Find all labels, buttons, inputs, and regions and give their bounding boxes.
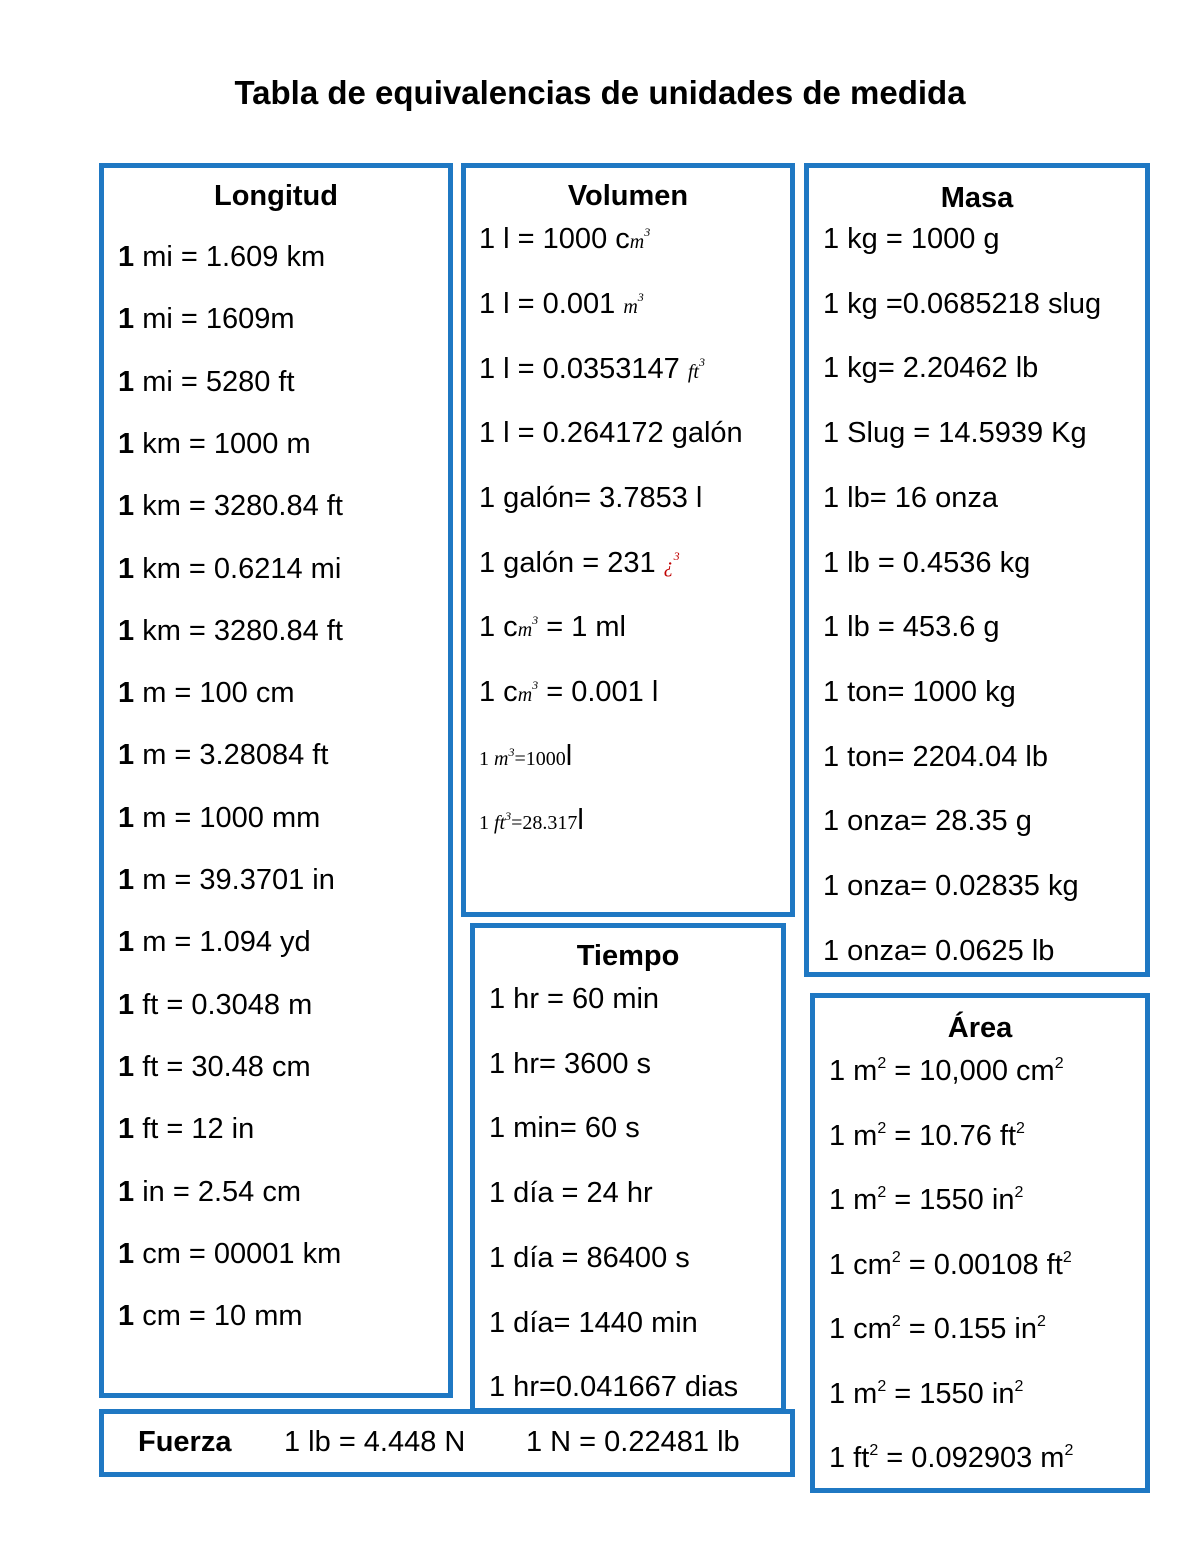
longitud-row (118, 492, 343, 521)
longitud-row (118, 1302, 303, 1331)
row-text: 1 m (829, 1119, 878, 1152)
row-number: 1 (118, 988, 135, 1021)
volumen-box (461, 163, 795, 917)
unit-symbol: $ft^3$ (687, 355, 705, 383)
row-text: m = 1.094 yd (134, 926, 311, 959)
row-text: km = 3280.84 ft (134, 490, 343, 523)
area-heading: Área (947, 1012, 1013, 1044)
fuerza-eq-n-lb: 1 N = 0.22481 lb (526, 1426, 740, 1458)
exponent: 2 (869, 1442, 879, 1459)
volumen-row (479, 678, 658, 707)
exponent: 3 (532, 678, 539, 692)
row-text: 1 l = 0.0353147 (479, 353, 688, 385)
equation (479, 745, 566, 770)
longitud-row (118, 1115, 254, 1144)
row-text: = 0.001 l (538, 676, 659, 708)
row-text: cm = 10 mm (134, 1300, 303, 1333)
row-number: 1 (118, 552, 135, 585)
row-text: km = 0.6214 mi (134, 552, 342, 585)
row-text: 1 l = 0.264172 galón (479, 417, 743, 449)
row-text: = 1 ml (538, 611, 626, 643)
row-number: 1 (118, 427, 135, 460)
masa-row: 1 onza= 0.0625 lb (823, 934, 1055, 967)
row-number: 1 (118, 677, 135, 710)
volumen-row (479, 355, 705, 384)
longitud-heading: Longitud (213, 180, 338, 212)
row-text: 1 cm (829, 1248, 892, 1281)
row-text: 1 galón = 231 (479, 547, 664, 579)
unit-symbol: $m^3$ (629, 225, 651, 253)
row-number: 1 (118, 1300, 135, 1333)
longitud-row (118, 243, 325, 272)
unit-symbol: $m^3$ (517, 613, 539, 641)
longitud-row (118, 305, 295, 334)
exponent: 3 (505, 809, 512, 823)
exponent: 3 (637, 290, 644, 304)
row-text: = 1550 in (886, 1377, 1015, 1410)
area-row (829, 1315, 1046, 1344)
longitud-row (118, 614, 343, 647)
equation (479, 809, 578, 834)
longitud-row (118, 928, 311, 957)
row-text: = 0.155 in (900, 1313, 1037, 1345)
row-number: 1 (118, 926, 135, 959)
exponent: 2 (1054, 1055, 1064, 1072)
longitud-row (118, 427, 311, 460)
row-text: ft = 0.3048 m (134, 988, 313, 1021)
row-number: 1 (118, 614, 135, 647)
tiempo-row: 1 día = 24 hr (489, 1177, 653, 1210)
row-text: = 0.092903 m (878, 1442, 1065, 1474)
row-number: 1 (118, 1113, 135, 1146)
row-text: 1 c (479, 611, 518, 643)
eq-number: 1 (479, 748, 494, 770)
longitud-row (118, 365, 295, 398)
row-text: 1 m (829, 1055, 878, 1087)
tiempo-row: 1 día = 86400 s (489, 1241, 690, 1274)
eq-value: =28.317 (511, 812, 578, 834)
exponent: 2 (1014, 1377, 1024, 1395)
tiempo-row: 1 hr=0.041667 dias (489, 1371, 739, 1404)
row-text: 1 c (479, 676, 518, 708)
masa-heading: Masa (940, 182, 1014, 214)
exponent: 2 (891, 1248, 901, 1266)
exponent: 3 (532, 613, 539, 627)
tiempo-row: 1 día= 1440 min (489, 1306, 698, 1339)
masa-row: 1 onza= 28.35 g (823, 805, 1032, 838)
row-text: km = 1000 m (134, 427, 311, 460)
masa-row: 1 lb= 16 onza (823, 481, 998, 514)
row-text: m = 100 cm (134, 677, 295, 710)
row-text: ft = 30.48 cm (134, 1050, 311, 1083)
row-number: 1 (118, 241, 135, 273)
fuerza-eq-lb-n: 1 lb = 4.448 N (284, 1426, 466, 1458)
exponent: 3 (644, 225, 651, 239)
longitud-row (118, 741, 328, 770)
row-number: 1 (118, 1175, 135, 1208)
row-number: 1 (118, 490, 135, 523)
row-text: cm = 00001 km (134, 1237, 342, 1270)
tiempo-row: 1 hr= 3600 s (489, 1047, 652, 1080)
exponent: 2 (877, 1377, 887, 1395)
row-text: 1 l = 0.001 (479, 288, 624, 320)
volumen-row (479, 225, 650, 254)
unit-label: l (577, 804, 584, 836)
area-row (829, 1186, 1023, 1215)
row-text: ft = 12 in (134, 1113, 255, 1146)
volumen-row (479, 290, 644, 319)
tiempo-row: 1 hr = 60 min (489, 983, 660, 1015)
masa-row: 1 lb = 453.6 g (823, 611, 1000, 644)
row-text: 1 m (829, 1377, 878, 1410)
row-text: 1 m (829, 1184, 878, 1216)
row-text: m = 39.3701 in (134, 864, 335, 896)
exponent: 2 (891, 1313, 901, 1330)
unit-symbol: ¿$^3$ (663, 549, 680, 577)
masa-row: 1 onza= 0.02835 kg (823, 870, 1079, 902)
area-row (829, 1119, 1025, 1152)
masa-row: 1 ton= 2204.04 lb (823, 740, 1048, 773)
row-number: 1 (118, 739, 135, 772)
longitud-row (118, 988, 313, 1021)
exponent: 3 (508, 745, 515, 759)
row-text: m = 3.28084 ft (134, 739, 329, 772)
longitud-row (118, 552, 342, 585)
row-text: in = 2.54 cm (134, 1175, 301, 1208)
longitud-box (99, 163, 453, 1398)
exponent: 2 (877, 1184, 887, 1201)
exponent: 2 (1064, 1442, 1074, 1459)
row-text: 1 cm (829, 1313, 892, 1345)
masa-row: 1 kg =0.0685218 slug (823, 287, 1102, 320)
volumen-heading: Volumen (567, 180, 689, 212)
unit-symbol: $ft^3$ (494, 809, 512, 834)
tiempo-row: 1 min= 60 s (489, 1112, 640, 1145)
row-number: 1 (118, 864, 135, 896)
row-text: 1 galón= 3.7853 l (479, 482, 703, 514)
masa-row: 1 kg = 1000 g (823, 223, 1000, 255)
exponent: 2 (1014, 1184, 1024, 1201)
longitud-row (118, 679, 295, 708)
area-row (829, 1057, 1064, 1086)
volumen-eq-row (479, 742, 572, 771)
row-text: mi = 1.609 km (134, 241, 326, 273)
page-title: Tabla de equivalencias de unidades de medida (234, 74, 966, 111)
row-text: mi = 5280 ft (134, 365, 295, 398)
eq-value: =1000 (514, 748, 566, 770)
unit-label: l (565, 740, 573, 772)
row-text: 1 l = 1000 c (479, 223, 630, 255)
longitud-row (118, 1175, 301, 1208)
masa-row: 1 Slug = 14.5939 Kg (823, 417, 1087, 450)
area-row (829, 1444, 1073, 1473)
row-number: 1 (118, 801, 135, 834)
exponent: 2 (1016, 1119, 1025, 1137)
longitud-row (118, 801, 321, 834)
row-text: m = 1000 mm (134, 801, 321, 834)
eq-number: 1 (479, 812, 494, 834)
tiempo-heading: Tiempo (576, 940, 680, 972)
row-text: km = 3280.84 ft (134, 614, 343, 647)
masa-row: 1 kg= 2.20462 lb (823, 352, 1039, 385)
masa-row: 1 lb = 0.4536 kg (823, 546, 1031, 579)
volumen-eq-row (479, 806, 584, 835)
unit-symbol: $m^3$ (494, 745, 515, 770)
row-number: 1 (118, 303, 135, 336)
row-number: 1 (118, 1237, 135, 1270)
exponent: 2 (877, 1055, 887, 1072)
row-text: mi = 1609m (134, 303, 295, 336)
masa-row: 1 ton= 1000 kg (823, 675, 1016, 708)
volumen-row (479, 549, 680, 578)
exponent: 2 (1062, 1248, 1072, 1266)
row-text: = 1550 in (886, 1184, 1015, 1216)
volumen-row (479, 613, 626, 642)
row-text: = 0.00108 ft (900, 1248, 1063, 1281)
unit-symbol: $m^3$ (623, 290, 644, 318)
exponent: 2 (877, 1119, 887, 1137)
row-text: = 10.76 ft (886, 1119, 1017, 1152)
row-text: 1 ft (829, 1442, 870, 1474)
longitud-row (118, 866, 335, 895)
exponent: 2 (1037, 1313, 1046, 1330)
row-number: 1 (118, 365, 135, 398)
row-number: 1 (118, 1050, 135, 1083)
longitud-row (118, 1237, 342, 1270)
area-row (829, 1377, 1024, 1410)
longitud-row (118, 1050, 311, 1083)
volumen-row (479, 419, 743, 448)
volumen-row (479, 484, 702, 513)
fuerza-heading: Fuerza (138, 1426, 232, 1458)
row-text: = 10,000 cm (886, 1055, 1055, 1087)
area-row (829, 1248, 1072, 1281)
exponent: 3 (673, 549, 680, 563)
exponent: 3 (698, 355, 705, 369)
unit-symbol: $m^3$ (517, 678, 539, 706)
